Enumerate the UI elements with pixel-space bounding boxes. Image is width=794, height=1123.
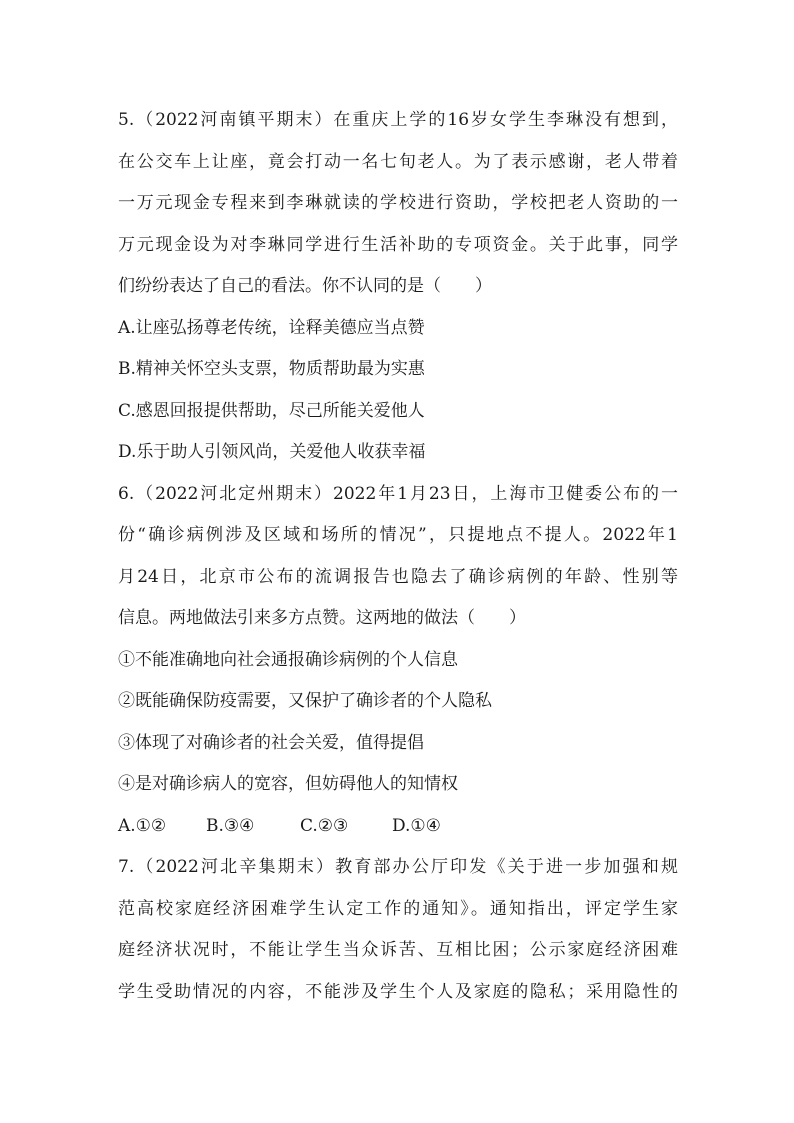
question-5-stem-line: 在公交车上让座，竟会打动一名七旬老人。为了表示感谢，老人带着 <box>118 151 678 172</box>
question-7-stem-line: 庭经济状况时，不能让学生当众诉苦、互相比困；公示家庭经济困难 <box>118 940 678 960</box>
question-6-option-d: D.①④ <box>392 815 441 836</box>
question-5-option-b: B.精神关怀空头支票，物质帮助最为实惠 <box>118 359 425 379</box>
question-5-stem-line: 万元现金设为对李琳同学进行生活补助的专项资金。关于此事，同学 <box>118 234 678 255</box>
question-6-statement-2: ②既能确保防疫需要，又保护了确诊者的个人隐私 <box>118 691 492 711</box>
question-6-option-a: A.①② <box>118 815 167 836</box>
question-5-stem-line: 5.（2022河南镇平期末）在重庆上学的16岁女学生李琳没有想到， <box>118 110 678 130</box>
question-6-statement-3: ③体现了对确诊者的社会关爱，值得提倡 <box>118 732 424 753</box>
question-5-stem-line: 一万元现金专程来到李琳就读的学校进行资助，学校把老人资助的一 <box>118 193 678 213</box>
question-5-stem-line: 们纷纷表达了自己的看法。你不认同的是（ ） <box>118 276 492 296</box>
question-7-stem-line: 7.（2022河北辛集期末）教育部办公厅印发《关于进一步加强和规 <box>118 857 678 877</box>
question-6-option-b: B.③④ <box>206 815 255 836</box>
question-5 <box>118 100 678 474</box>
question-7-stem-line: 学生受助情况的内容，不能涉及学生个人及家庭的隐私；采用隐性的 <box>118 981 678 1002</box>
question-6-stem-line: 月24日，北京市公布的流调报告也隐去了确诊病例的年龄、性别等 <box>118 566 678 587</box>
question-7 <box>118 847 678 1013</box>
question-5-option-d: D.乐于助人引领风尚，关爱他人收获幸福 <box>118 442 426 462</box>
question-6-stem-line: 信息。两地做法引来多方点赞。这两地的做法（ ） <box>118 608 526 628</box>
document-page <box>118 100 678 1013</box>
question-6-statement-1: ①不能准确地向社会通报确诊病例的个人信息 <box>118 649 458 670</box>
question-5-option-a: A.让座弘扬尊老传统，诠释美德应当点赞 <box>118 317 425 338</box>
question-6-statement-4: ④是对确诊病人的宽容，但妨碍他人的知情权 <box>118 774 458 794</box>
question-6-option-c: C.②③ <box>300 815 349 836</box>
question-6-stem-line: 份“确诊病例涉及区域和场所的情况”，只提地点不提人。2022年1 <box>118 525 678 545</box>
question-5-option-c: C.感恩回报提供帮助，尽己所能关爱他人 <box>118 400 425 421</box>
question-7-stem-line: 范高校家庭经济困难学生认定工作的通知》。通知指出，评定学生家 <box>118 898 678 919</box>
question-6 <box>118 474 678 848</box>
question-6-options <box>118 806 678 848</box>
question-6-stem-line: 6.（2022河北定州期末）2022年1月23日，上海市卫健委公布的一 <box>118 483 678 504</box>
